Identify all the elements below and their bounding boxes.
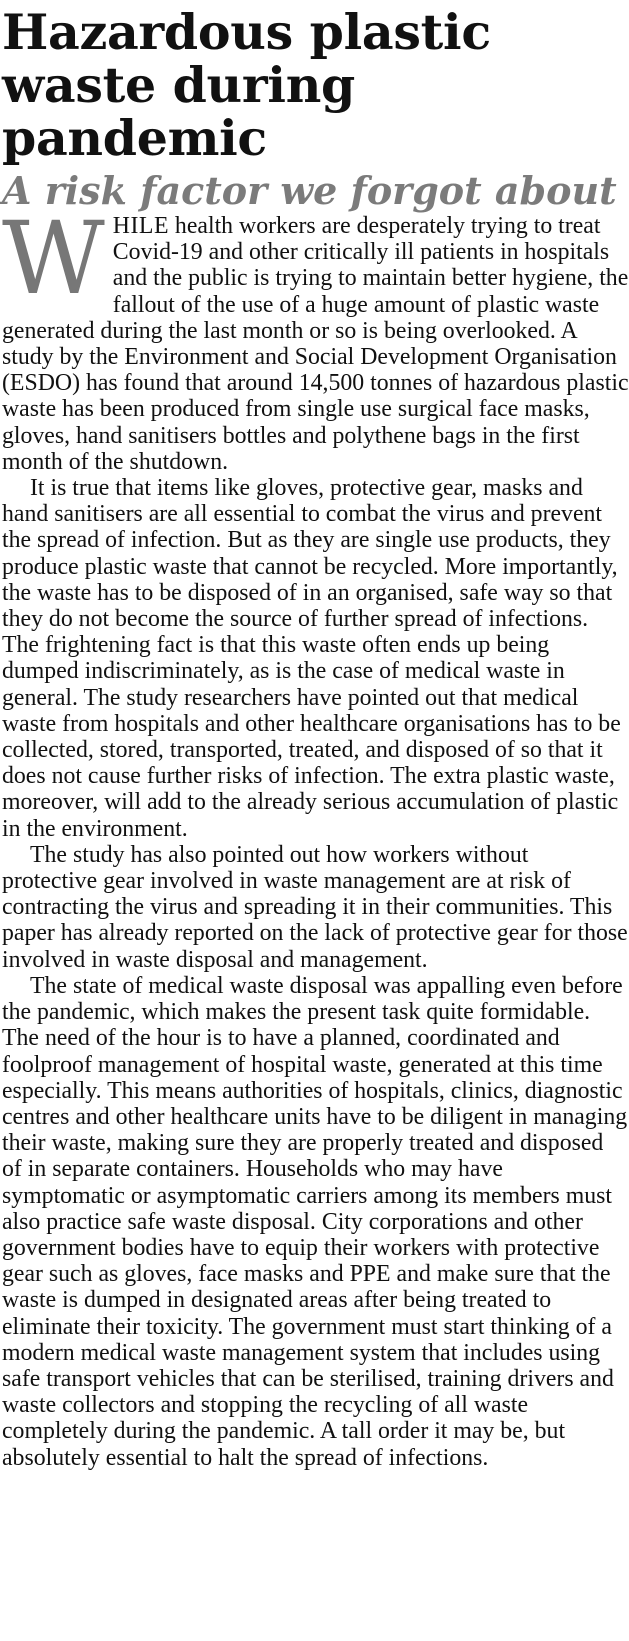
subheadline: A risk factor we forgot about xyxy=(2,168,617,213)
dropcap: W xyxy=(2,200,105,317)
headline: Hazardous plastic waste during pandemic xyxy=(2,3,491,167)
paragraph-3: The study has also pointed out how workers without protective gear involved in waste management are at risk of contracting the virus and spreading it in their communities. This paper has already reported on the lack of protective gear for those involved in waste disposal and management. xyxy=(2,841,628,973)
paragraph-1-text: health workers are desperately trying to treat Covid-19 and other critically ill patients in hospitals and the public is trying to maintain better hygiene, the fallout of the use of a huge amount of plastic waste generated during the last month or so is being overlooked. A study by the Environment and Social Development Organisation (ESDO) has found that around 14,500 tonnes of hazardous plastic waste has been produced from single use surgical face masks, gloves, hand sanitisers bottles and polythene bags in the first month of the shutdown. xyxy=(2,213,629,475)
article-body xyxy=(2,200,629,1471)
lead-caps: HILE xyxy=(112,213,169,239)
paragraph-2: It is true that items like gloves, protective gear, masks and hand sanitisers are all essential to combat the virus and prevent the spread of infection. But as they are single use products, they produce plastic waste that cannot be recycled. More importantly, the waste has to be disposed of in an organised, safe way so that they do not become the source of further spread of infections. The frightening fact is that this waste often ends up being dumped indiscriminately, as is the case of medical waste in general. The study researchers have pointed out that medical waste from hospitals and other healthcare organisations has to be collected, stored, transported, treated, and disposed of so that it does not cause further risks of infection. The extra plastic waste, moreover, will add to the already serious accumulation of plastic in the environment. xyxy=(2,475,621,842)
paragraph-1 xyxy=(2,200,629,475)
paragraph-4: The state of medical waste disposal was appalling even before the pandemic, which makes the present task quite formidable. The need of the hour is to have a planned, coordinated and foolproof management of hospital waste, generated at this time especially. This means authorities of hospitals, clinics, diagnostic centres and other healthcare units have to be diligent in managing their waste, making sure they are properly treated and disposed of in separate containers. Households who may have symptomatic or asymptomatic carriers among its members must also practice safe waste disposal. City corporations and other government bodies have to equip their workers with protective gear such as gloves, face masks and PPE and make sure that the waste is dumped in designated areas after being treated to eliminate their toxicity. The government must start thinking of a modern medical waste management system that includes using safe transport vehicles that can be sterilised, training drivers and waste collectors and stopping the recycling of all waste completely during the pandemic. A tall order it may be, but absolutely essential to halt the spread of infections. xyxy=(2,972,628,1471)
